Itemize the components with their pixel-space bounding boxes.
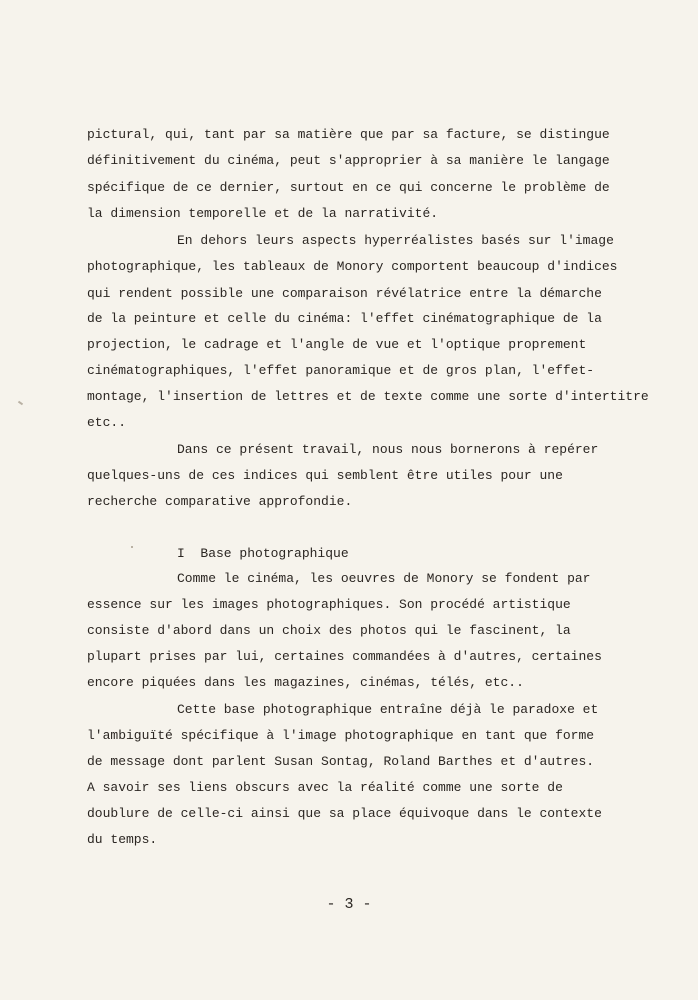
text-line: montage, l'insertion de lettres et de texte comme une sorte d'intertitre (87, 389, 649, 404)
text-line: Cette base photographique entraîne déjà le paradoxe et (177, 702, 599, 717)
text-line: de message dont parlent Susan Sontag, Roland Barthes et d'autres. (87, 754, 595, 769)
text-line: l'ambiguïté spécifique à l'image photographique en tant que forme (87, 728, 595, 743)
text-line: spécifique de ce dernier, surtout en ce qui concerne le problème de (87, 180, 610, 195)
text-line: consiste d'abord dans un choix des photos qui le fascinent, la (87, 623, 571, 638)
text-line: recherche comparative approfondie. (87, 494, 353, 509)
text-line: définitivement du cinéma, peut s'approprier à sa manière le langage (87, 153, 610, 168)
page-number: - 3 - (326, 896, 372, 913)
text-line: Comme le cinéma, les oeuvres de Monory se fondent par (177, 571, 591, 586)
text-line: En dehors leurs aspects hyperréalistes basés sur l'image (177, 233, 614, 248)
text-line: encore piquées dans les magazines, cinémas, télés, etc.. (87, 675, 524, 690)
text-line: qui rendent possible une comparaison révélatrice entre la démarche (87, 286, 602, 301)
text-line: cinématographiques, l'effet panoramique et de gros plan, l'effet- (87, 363, 595, 378)
text-line: du temps. (87, 832, 158, 847)
text-line: la dimension temporelle et de la narrativité. (87, 206, 439, 221)
section-heading: I Base photographique (177, 546, 349, 561)
text-line: etc.. (87, 415, 127, 430)
text-line: A savoir ses liens obscurs avec la réalité comme une sorte de (87, 780, 563, 795)
text-line: projection, le cadrage et l'angle de vue et l'optique proprement (87, 337, 587, 352)
text-line: quelques-uns de ces indices qui semblent être utiles pour une (87, 468, 563, 483)
text-line: de la peinture et celle du cinéma: l'effet cinématographique de la (87, 311, 602, 326)
text-line: essence sur les images photographiques. Son procédé artistique (87, 597, 571, 612)
text-line: photographique, les tableaux de Monory comportent beaucoup d'indices (87, 259, 618, 274)
scan-mark (18, 401, 23, 406)
text-line: doublure de celle-ci ainsi que sa place équivoque dans le contexte (87, 806, 602, 821)
text-line: pictural, qui, tant par sa matière que par sa facture, se distingue (87, 127, 610, 142)
scan-mark (131, 546, 133, 548)
text-line: Dans ce présent travail, nous nous bornerons à repérer (177, 442, 599, 457)
text-line: plupart prises par lui, certaines commandées à d'autres, certaines (87, 649, 602, 664)
